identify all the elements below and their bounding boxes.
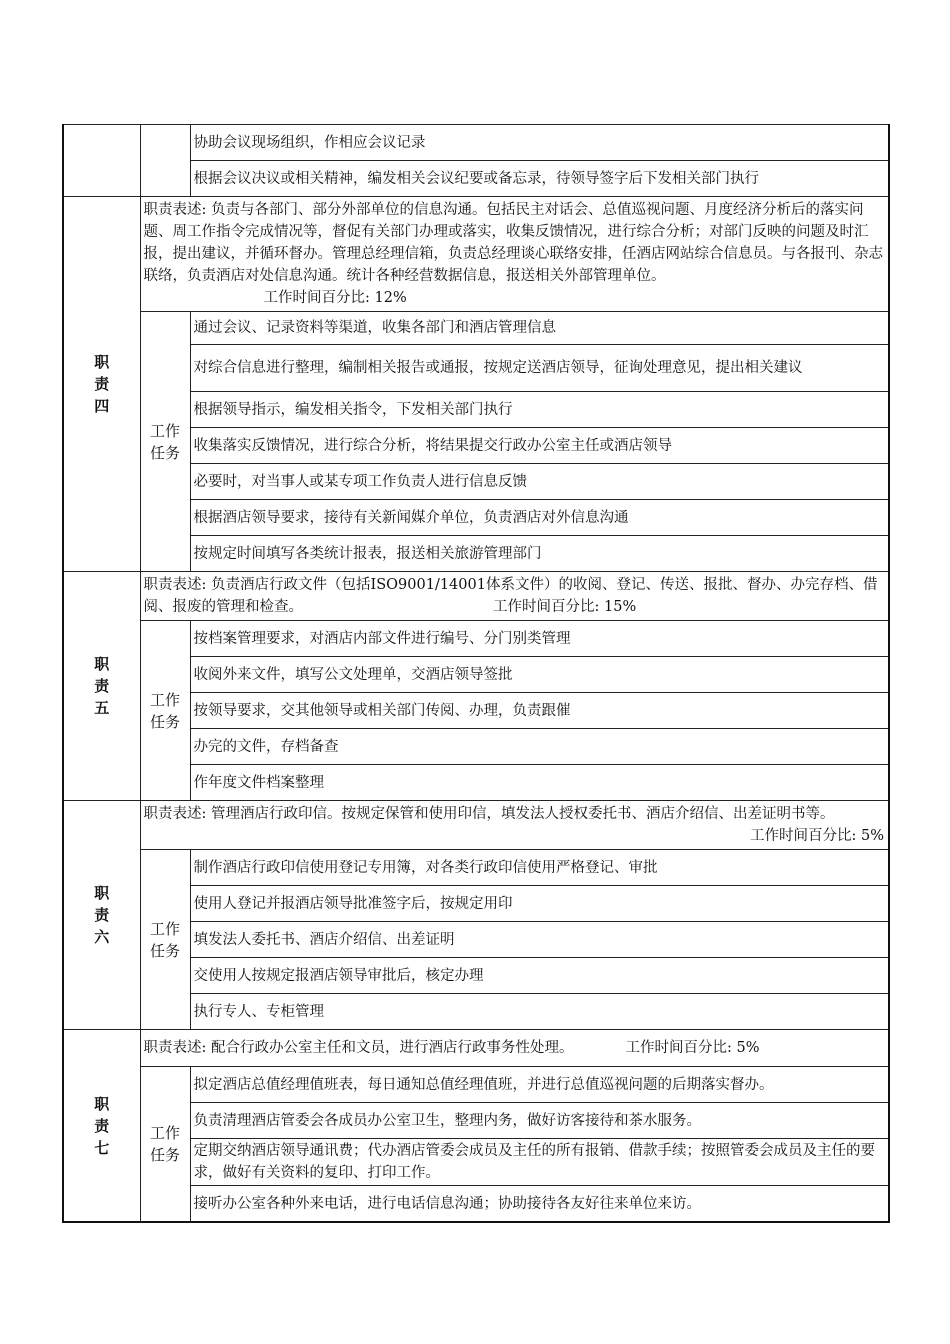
task-cell: 作年度文件档案整理 [190,765,889,801]
duty-description-7 [140,1030,889,1067]
continuation-sublabel-cell [140,125,190,197]
task-cell: 负责清理酒店管委会各成员办公室卫生，整理内务，做好访客接待和茶水服务。 [190,1103,889,1139]
work-tasks-label [140,621,190,801]
duty-label-6 [63,801,140,1030]
duty-label-4 [63,197,140,572]
work-tasks-text: 工作 [149,421,180,440]
percent-label: 工作时间百分比: [749,828,857,844]
task-cell: 使用人登记并报酒店领导批准签字后，按规定用印 [190,886,889,922]
table-row [63,1067,889,1103]
task-cell: 执行专人、专柜管理 [190,994,889,1030]
duty-label-char: 职 [94,353,110,371]
duty-label-7 [63,1030,140,1223]
duty-label-char: 七 [94,1138,110,1157]
task-cell: 填发法人委托书、酒店介绍信、出差证明 [190,922,889,958]
continuation-label-cell [63,125,140,197]
task-cell: 协助会议现场组织，作相应会议记录 [190,125,889,161]
duty-description-4 [140,197,889,312]
task-cell: 根据酒店领导要求，接待有关新闻媒介单位，负责酒店对外信息沟通 [190,500,889,536]
duty-label-char: 责 [94,906,110,924]
job-duties-table [62,124,890,1223]
desc-text: 负责与各部门、部分外部单位的信息沟通。包括民主对话会、总值巡视问题、月度经济分析后的落实问题、周工作指令完成情况等，督促有关部门办理或落实，收集反馈情况，进行综合分析；对部门反映的问题及时汇报，提出建议，并循环督办。管理总经理信箱，负责总经理谈心联络安排，任酒店网站综合信息员。与各报刊、杂志联络，负责酒店对处信息沟通。统计各种经营数据信息，报送相关外部管理单位。 [143,202,883,284]
work-tasks-text: 工作 [149,919,180,938]
desc-text: 配合行政办公室主任和文员，进行酒店行政事务性处理。 [211,1040,574,1056]
table-row [63,312,889,345]
task-cell: 接听办公室各种外来电话，进行电话信息沟通；协助接待各友好往来单位来访。 [190,1186,889,1223]
work-tasks-text: 任务 [149,941,180,960]
duty-label-char: 责 [94,677,110,695]
desc-prefix: 职责表述: [143,1040,207,1056]
duty-label-5 [63,572,140,801]
desc-prefix: 职责表述: [143,577,207,593]
table-row [63,1030,889,1067]
desc-text: 负责酒店行政文件（包括ISO9001/14001体系文件）的收阅、登记、传送、报批、督办、办完存档、借阅、报废的管理和检查。 [143,577,878,615]
duty-label-char: 职 [94,1094,110,1113]
task-cell: 定期交纳酒店领导通讯费；代办酒店管委会成员及主任的所有报销、借款手续；按照管委会成员及主任的要求，做好有关资料的复印、打印工作。 [190,1139,889,1186]
table-row [63,801,889,850]
task-cell: 交使用人按规定报酒店领导审批后，核定办理 [190,958,889,994]
task-cell: 收集落实反馈情况，进行综合分析，将结果提交行政办公室主任或酒店领导 [190,428,889,464]
percent-value: 12% [374,290,407,306]
percent-label: 工作时间百分比: [493,599,600,615]
duty-label-char: 责 [94,1116,110,1135]
task-cell: 必要时，对当事人或某专项工作负责人进行信息反馈 [190,464,889,500]
table-row [63,197,889,312]
work-tasks-text: 任务 [149,443,180,462]
table-row [63,125,889,161]
work-tasks-text: 工作 [149,690,180,709]
work-tasks-label [140,312,190,572]
duty-description-6 [140,801,889,850]
desc-prefix: 职责表述: [143,202,207,218]
table-row [63,850,889,886]
percent-label: 工作时间百分比: [263,290,370,306]
task-cell: 按规定时间填写各类统计报表，报送相关旅游管理部门 [190,536,889,572]
work-tasks-label [140,1067,190,1223]
duty-label-char: 职 [94,655,110,673]
work-tasks-text: 任务 [149,712,180,731]
duty-label-char: 四 [94,397,110,415]
task-cell: 收阅外来文件，填写公文处理单，交酒店领导签批 [190,657,889,693]
duty-label-char: 责 [94,375,110,393]
task-cell: 按档案管理要求，对酒店内部文件进行编号、分门别类管理 [190,621,889,657]
table-row [63,621,889,657]
task-cell: 办完的文件，存档备查 [190,729,889,765]
work-tasks-label [140,850,190,1030]
duty-label-char: 职 [94,884,110,902]
percent-value: 5% [736,1040,760,1056]
percent-value: 5% [860,828,884,844]
desc-text: 管理酒店行政印信。按规定保管和使用印信，填发法人授权委托书、酒店介绍信、出差证明书等。 [211,806,835,822]
task-cell: 对综合信息进行整理，编制相关报告或通报，按规定送酒店领导，征询处理意见，提出相关建议 [190,345,889,392]
task-cell: 根据领导指示，编发相关指令，下发相关部门执行 [190,392,889,428]
task-cell: 制作酒店行政印信使用登记专用簿，对各类行政印信使用严格登记、审批 [190,850,889,886]
percent-label: 工作时间百分比: [625,1040,732,1056]
task-cell: 按领导要求，交其他领导或相关部门传阅、办理，负责跟催 [190,693,889,729]
task-cell: 通过会议、记录资料等渠道，收集各部门和酒店管理信息 [190,312,889,345]
work-tasks-text: 工作 [149,1124,180,1142]
duty-label-char: 六 [94,928,110,946]
duty-description-5 [140,572,889,621]
duty-label-char: 五 [94,699,110,717]
task-cell: 根据会议决议或相关精神，编发相关会议纪要或备忘录，待领导签字后下发相关部门执行 [190,161,889,197]
work-tasks-text: 任务 [149,1146,180,1164]
task-cell: 拟定酒店总值经理值班表，每日通知总值经理值班，并进行总值巡视问题的后期落实督办。 [190,1067,889,1103]
percent-value: 15% [604,599,637,615]
desc-prefix: 职责表述: [143,806,207,822]
table-row [63,572,889,621]
